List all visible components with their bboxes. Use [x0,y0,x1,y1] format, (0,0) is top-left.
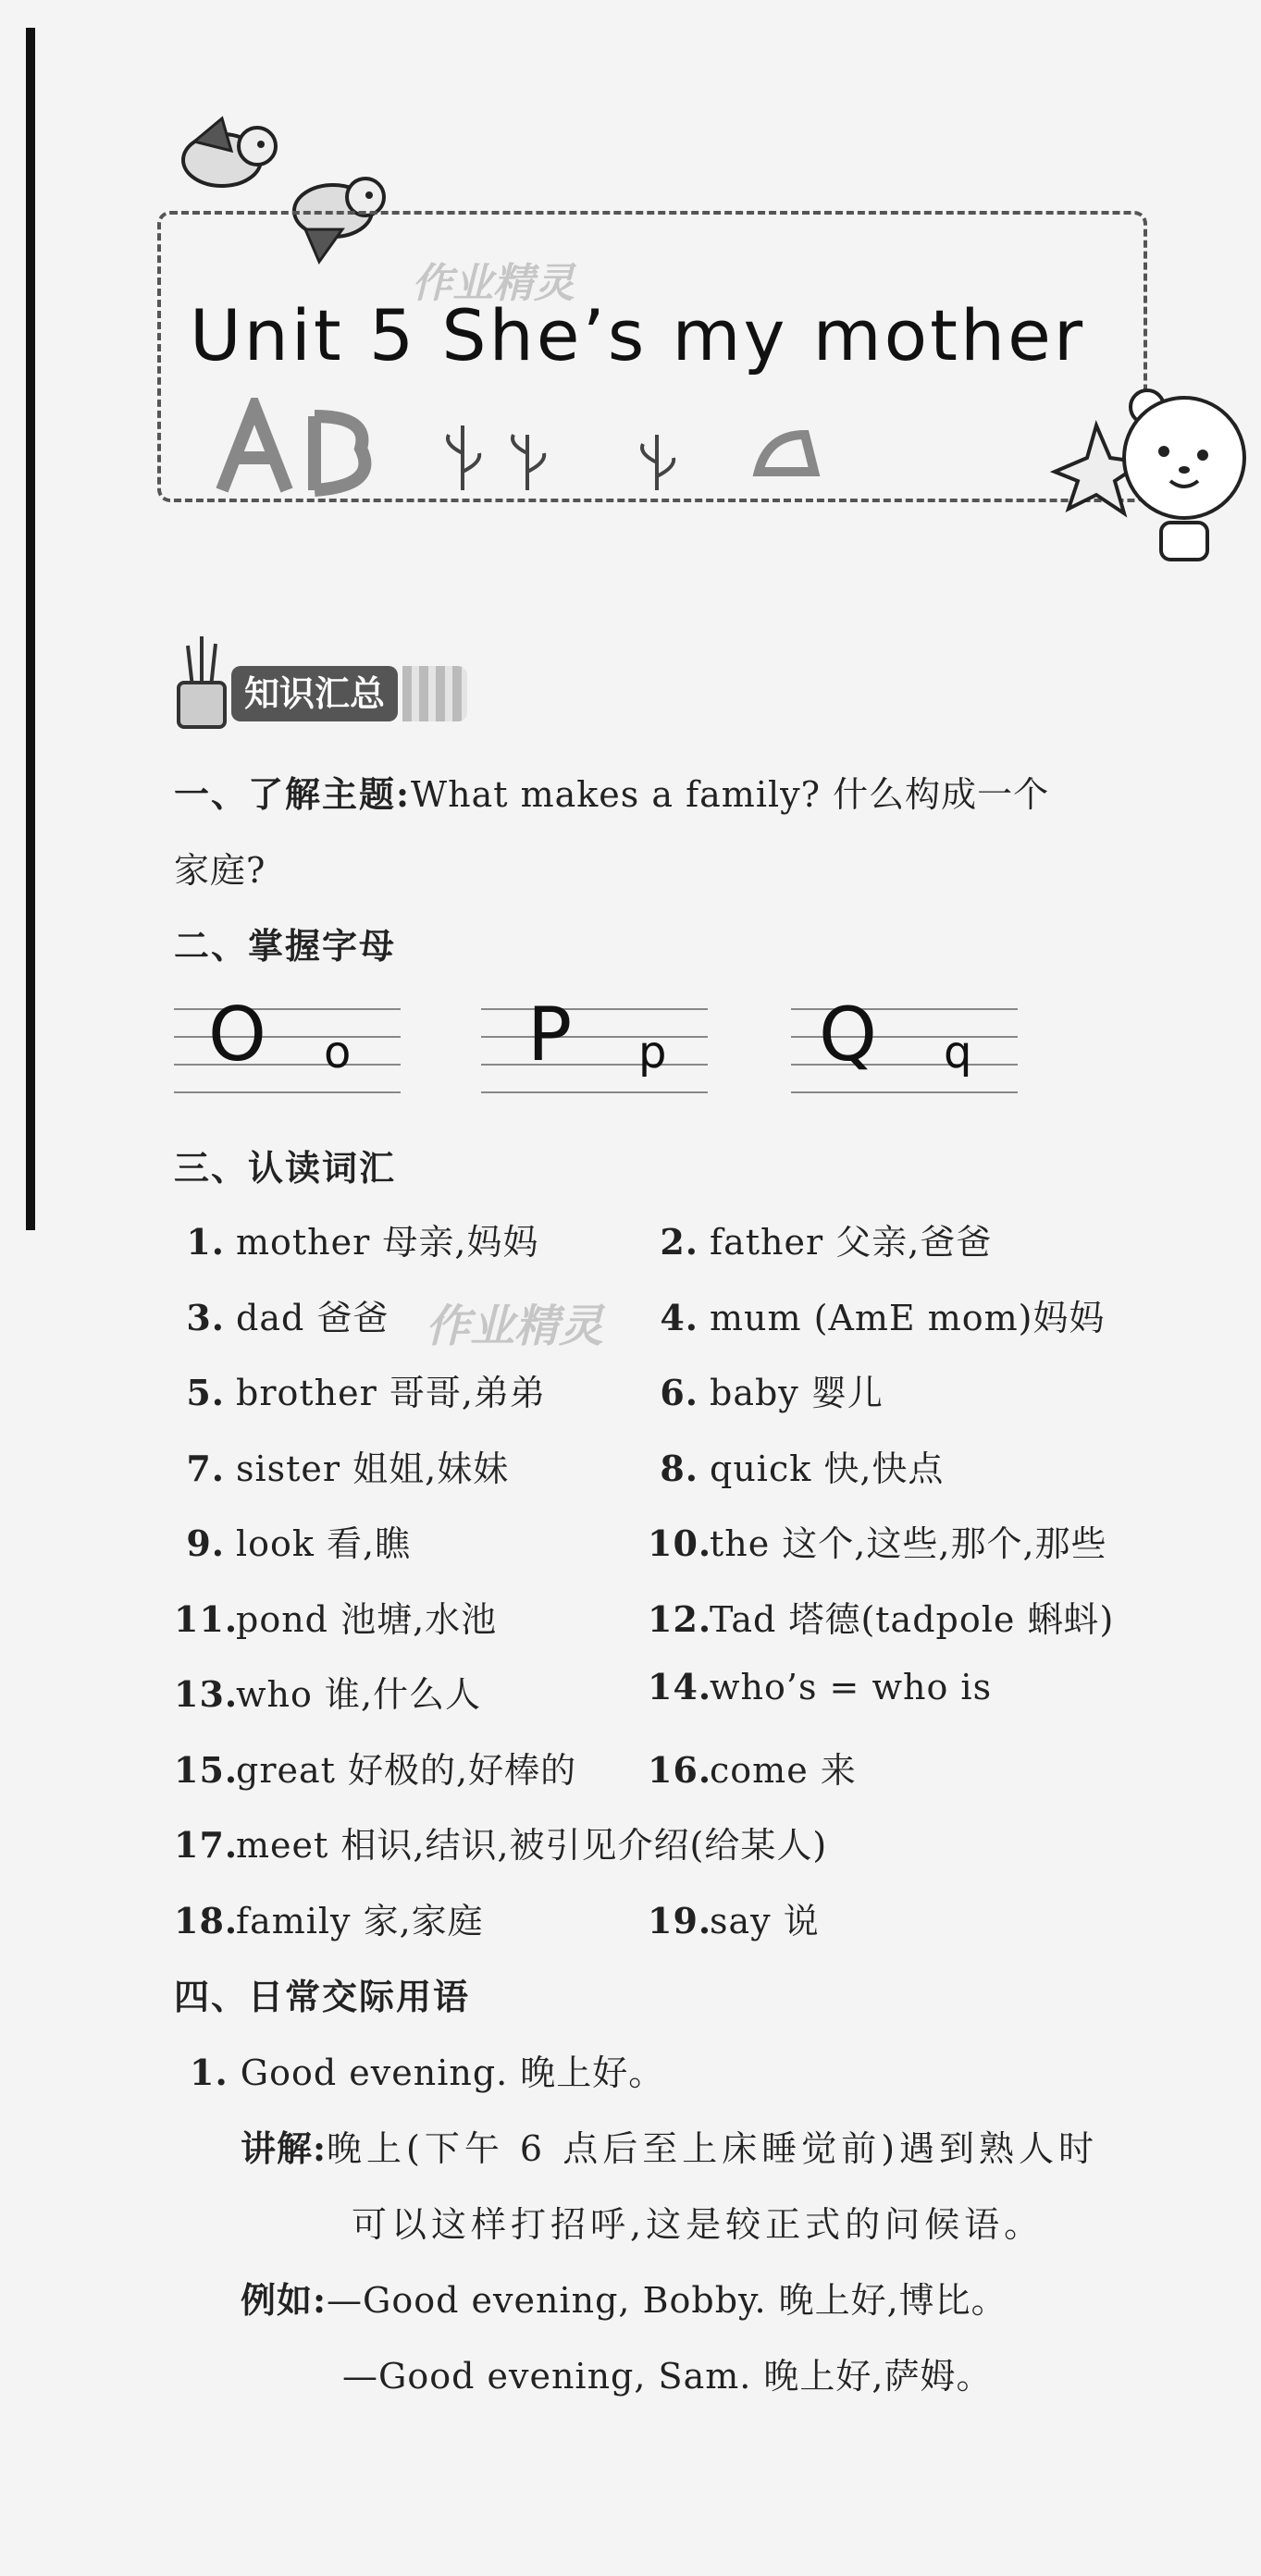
vocab-number: 12. [648,1597,712,1640]
vocab-text: who’s = who is [710,1667,993,1707]
vocab-item [648,1364,884,1415]
vocab-item [648,1591,1114,1642]
example-line-1 [241,2272,1008,2323]
vocab-item [648,1289,1106,1340]
vocab-item [648,1214,992,1264]
section-1-text: What makes a family? 什么构成一个 [411,774,1050,815]
vocab-number: 16. [648,1748,712,1791]
watermark: 作业精灵 [412,260,575,307]
vocab-text: dad 爸爸 [236,1297,389,1338]
vocab-number: 18. [174,1899,239,1941]
bear-illustration [1045,370,1249,583]
vocab-text: quick 快,快点 [710,1448,945,1489]
vocab-text: meet 相识,结识,被引见介绍(给某人) [236,1825,828,1866]
vocab-text: baby 婴儿 [710,1373,884,1413]
letter-Q-upper: Q [819,992,877,1078]
section-1-line [174,766,1049,817]
vocab-text: look 看,瞧 [236,1523,412,1564]
vocab-text: sister 姐姐,妹妹 [236,1448,510,1489]
example-text-1: —Good evening, Bobby. 晚上好,博比。 [327,2280,1008,2321]
vocab-item [174,1214,538,1264]
section-3-heading: 三、认读词汇 [174,1147,397,1189]
vocab-text: Tad 塔德(tadpole 蝌蚪) [710,1598,1115,1640]
section-1-heading: 一、了解主题: [174,773,412,815]
vocab-text: the 这个,这些,那个,那些 [710,1523,1107,1564]
vocab-text: great 好极的,好棒的 [236,1749,577,1791]
vocab-item [174,1515,411,1566]
section-2-heading: 二、掌握字母 [174,925,397,967]
vocab-number: 14. [648,1666,712,1707]
vocab-item [174,1817,827,1867]
vocab-number: 19. [648,1899,712,1941]
decorative-letters [213,398,860,499]
vocab-item [648,1742,857,1793]
vocab-number: 5. [186,1372,225,1413]
vocab-number: 15. [174,1748,239,1791]
vocab-number: 7. [186,1447,225,1489]
unit-title: Unit 5 She’s my mother [190,294,1086,376]
example-label: 例如: [241,2279,328,2321]
watermark-2: 作业精灵 [426,1300,604,1352]
vocab-number: 8. [660,1447,698,1489]
vocab-item [174,1440,509,1491]
badge-stripes [402,666,467,721]
vocab-text: brother 哥哥,弟弟 [236,1373,546,1413]
vocab-number: 11. [174,1597,239,1640]
vocab-text: say 说 [710,1900,820,1941]
letter-O-upper: O [208,992,266,1078]
vocab-number: 6. [660,1372,698,1413]
section-4-heading: 四、日常交际用语 [174,1976,471,2017]
explain-text-1: 晚上(下午 6 点后至上床睡觉前)遇到熟人时 [327,2128,1099,2169]
vocab-item [648,1892,820,1943]
vocab-item [648,1515,1107,1566]
vocab-number: 17. [174,1824,239,1866]
phrase-number: 1. [190,2052,229,2093]
vocab-item [174,1742,576,1793]
page-spine [26,28,35,1230]
vocab-text: who 谁,什么人 [236,1674,482,1715]
vocab-text: family 家,家庭 [236,1900,484,1941]
letter-q-lower: q [944,1027,972,1078]
vocab-item [648,1666,992,1707]
vocab-text: father 父亲,爸爸 [710,1222,993,1263]
explain-label: 讲解: [241,2127,328,2169]
letter-o-lower: o [324,1027,352,1078]
letter-p-lower: p [638,1027,667,1078]
phrase-text: Good evening. 晚上好。 [240,2052,665,2093]
section-1-text-cont: 家庭? [174,850,266,891]
vocab-number: 3. [186,1296,225,1338]
vocab-number: 9. [186,1522,225,1564]
vocab-text: come 来 [710,1749,857,1791]
example-text-2: —Good evening, Sam. 晚上好,萨姆。 [342,2356,993,2397]
vocab-number: 1. [186,1221,225,1263]
vocab-number: 13. [174,1673,239,1715]
vocab-number: 4. [660,1296,698,1338]
letter-P-upper: P [527,992,573,1078]
explain-line-1 [241,2120,1098,2171]
vocab-item [174,1591,497,1642]
explain-text-2: 可以这样打招呼,这是较正式的问候语。 [352,2204,1045,2245]
vocab-item [174,1666,481,1717]
vocab-number: 2. [660,1221,698,1263]
vocab-item [648,1440,944,1491]
vocab-item [174,1364,546,1415]
vocab-item [174,1289,389,1340]
phrase-item [190,2044,664,2095]
letter-practice-lines-p [481,999,708,1101]
section-badge: 知识汇总 [231,666,398,721]
vocab-item [174,1892,484,1943]
vocab-text: mother 母亲,妈妈 [236,1222,539,1263]
vocab-text: pond 池塘,水池 [236,1598,498,1640]
vocab-number: 10. [648,1522,712,1564]
vocab-text: mum (AmE mom)妈妈 [710,1297,1106,1338]
pencil-cup-icon [174,636,229,729]
